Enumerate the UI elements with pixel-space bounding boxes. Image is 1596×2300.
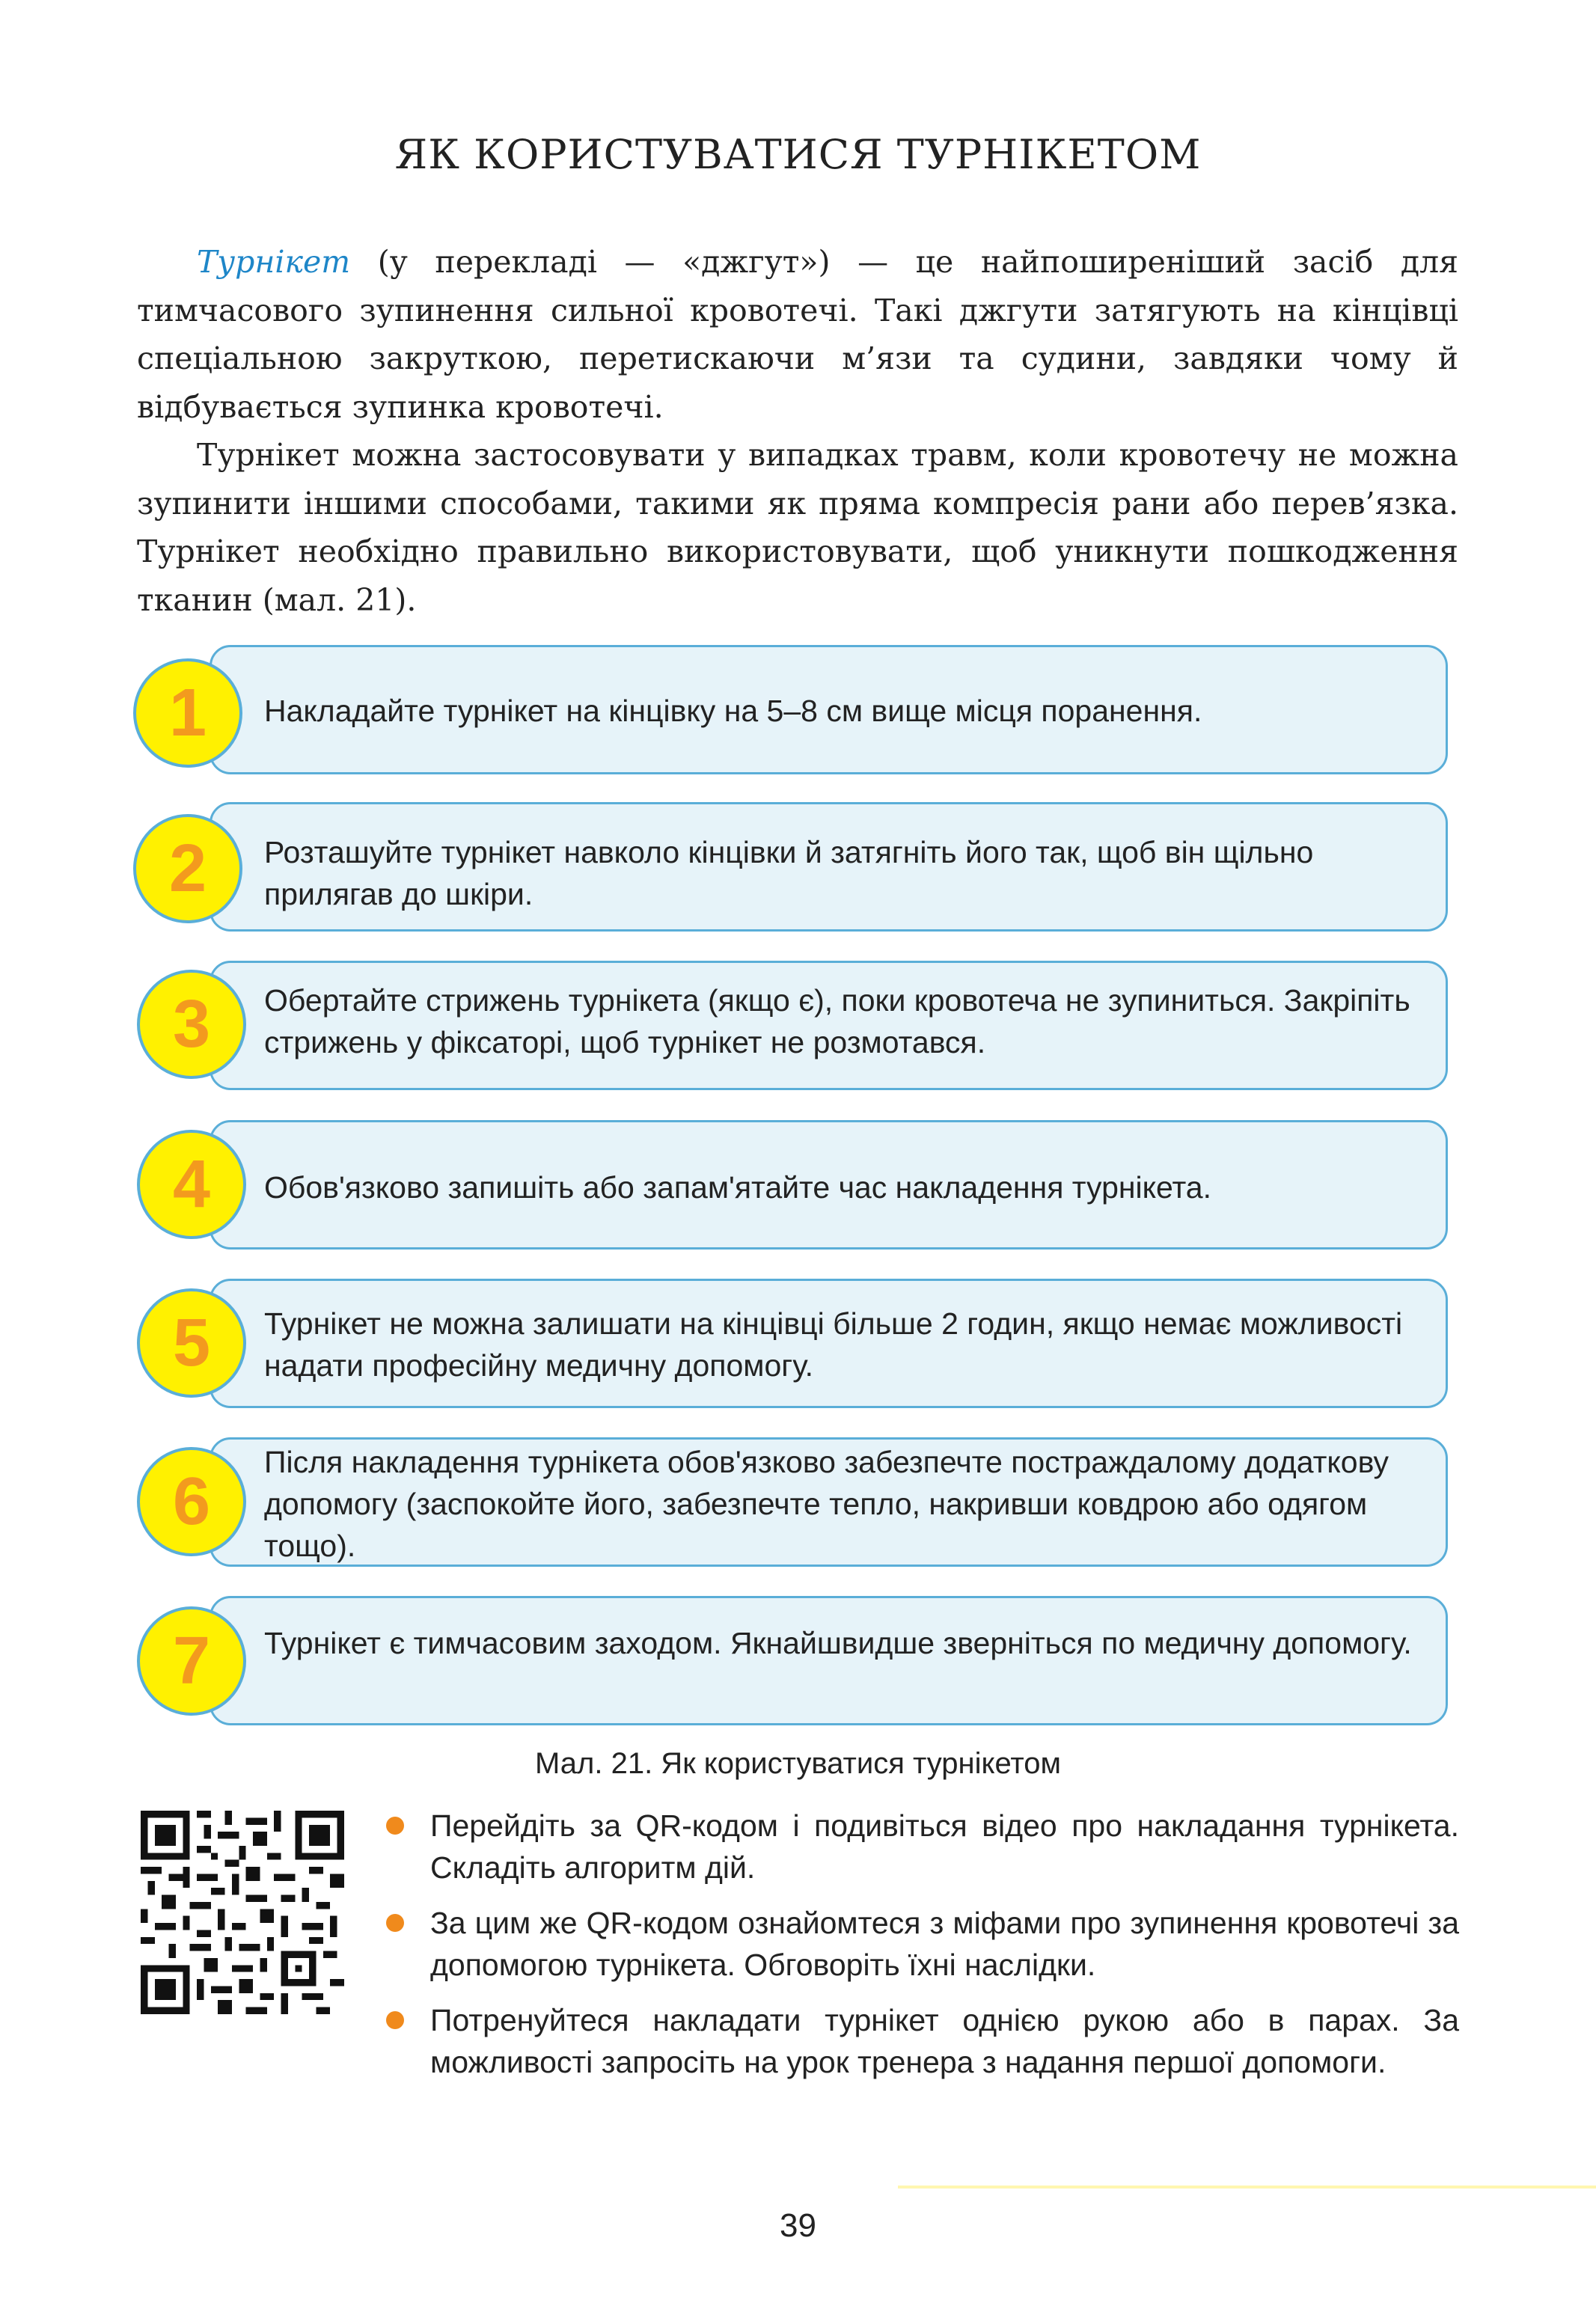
step-number-badge: 3 <box>137 970 246 1079</box>
task-item <box>382 1999 1459 2083</box>
task-text: Потренуйтеся накладати турнікет однією рукою або в парах. За можливості запросіть на урок тренера з надання першої допомоги. <box>430 2003 1459 2079</box>
bullet-icon <box>386 1914 404 1932</box>
bullet-icon <box>386 1817 404 1835</box>
figure-caption: Мал. 21. Як користуватися турнікетом <box>535 1747 1061 1780</box>
step-text: Обертайте стрижень турнікета (якщо є), поки кровотеча не зупиниться. Закріпіть стрижень у фіксаторі, щоб турнікет не розмотався. <box>264 983 1410 1059</box>
footer-divider <box>898 2186 1596 2189</box>
intro-paragraph-2: Турнікет можна застосовувати у випадках травм, коли кровотечу не можна зупинити іншими способами, такими як пряма компресія рани або перев’язка. Турнікет необхідно правильно використовувати, щоб уникнути пошкодження тканин (мал. 21). <box>137 437 1458 618</box>
page-number: 39 <box>780 2207 816 2244</box>
page-title: ЯК КОРИСТУВАТИСЯ ТУРНІКЕТОМ <box>394 131 1202 178</box>
step-text: Обов'язково запишіть або запам'ятайте час накладення турнікета. <box>264 1170 1211 1205</box>
step-text: Турнікет не можна залишати на кінцівці більше 2 годин, якщо немає можливості надати професійну медичну допомогу. <box>264 1306 1403 1383</box>
step-text: Турнікет є тимчасовим заходом. Якнайшвидше зверніться по медичну допомогу. <box>264 1626 1412 1660</box>
step-text: Після накладення турнікета обов'язково забезпечте постраждалому додаткову допомогу (заспокойте його, забезпечте тепло, накривши ковдрою або одягом тощо). <box>264 1445 1389 1563</box>
step-number-badge: 1 <box>133 658 242 768</box>
step-number-badge: 2 <box>133 814 242 923</box>
bullet-icon <box>386 2011 404 2029</box>
qr-code-icon[interactable] <box>141 1811 344 2014</box>
task-item <box>382 1902 1459 1986</box>
step-number-badge: 5 <box>137 1288 246 1398</box>
task-item <box>382 1805 1459 1888</box>
term-tourniquet: Турнікет <box>197 244 351 280</box>
step-number-badge: 7 <box>137 1606 246 1716</box>
step-number-badge: 4 <box>137 1130 246 1239</box>
intro-paragraph-1-rest: (у перекладі — «джгут») — це найпоширеніший засіб для тимчасового зупинення сильної кровотечі. Такі джгути затягують на кінцівці спеціальною закруткою, перетискаючи м’язи та судини, завдяки чому й відбувається зупинка кровотечі. <box>137 244 1458 425</box>
step-text: Накладайте турнікет на кінцівку на 5–8 см вище місця поранення. <box>264 694 1202 728</box>
task-text: Перейдіть за QR-кодом і подивіться відео про накладання турнікета. Складіть алгоритм дій. <box>430 1808 1459 1885</box>
step-text: Розташуйте турнікет навколо кінцівки й затягніть його так, щоб він щільно прилягав до шкіри. <box>264 835 1314 911</box>
task-text: За цим же QR-кодом ознайомтеся з міфами про зупинення кровотечі за допомогою турнікета. Обговоріть їхні наслідки. <box>430 1906 1459 1982</box>
step-number-badge: 6 <box>137 1447 246 1556</box>
task-list <box>382 1805 1459 2096</box>
